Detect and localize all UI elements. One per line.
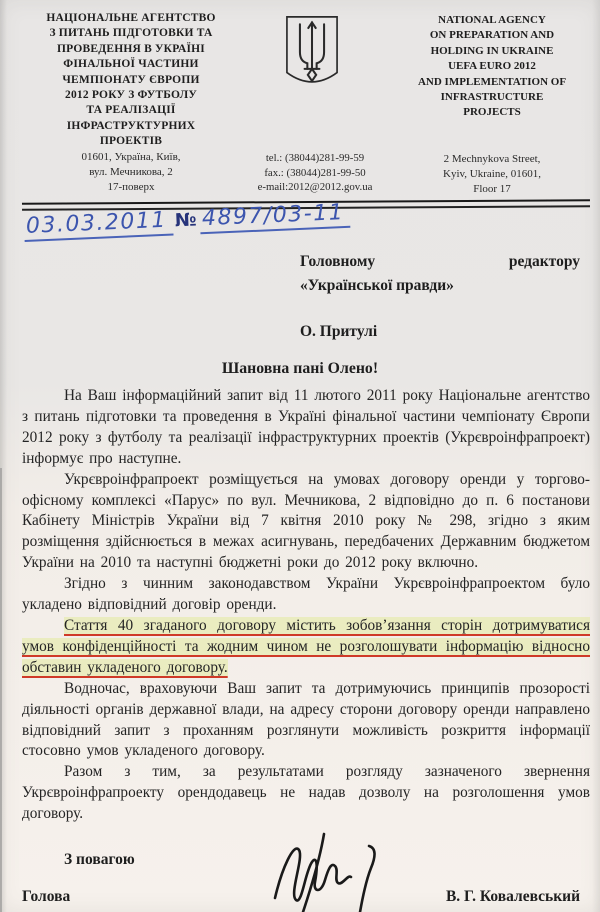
signature-ink-icon bbox=[272, 830, 408, 912]
email-line: e-mail:2012@2012.gov.ua bbox=[257, 181, 373, 194]
recipient-block bbox=[300, 250, 580, 344]
agency-name-line: 2012 РОКУ З ФУТБОЛУ bbox=[65, 89, 197, 102]
ukraine-trident-icon bbox=[284, 15, 340, 93]
body-paragraph-5: Водночас, враховуючи Ваш запит та дотримуючись принципів прозорості діяльності органів державної влади, на адресу сторони договору оренди направлено відповідний запит з проханням розглянути можливість розкриття інформації стосовно умов укладеного договору. bbox=[22, 679, 590, 760]
agency-name-line: ЧЕМПІОНАТУ ЄВРОПИ bbox=[62, 73, 200, 86]
agency-name-line: НАЦІОНАЛЬНЕ АГЕНТСТВО bbox=[46, 12, 216, 24]
agency-name-line: ПРОВЕДЕННЯ В УКРАЇНІ bbox=[57, 42, 205, 55]
agency-name-line: PROJECTS bbox=[463, 106, 521, 119]
agency-name-ukrainian bbox=[33, 11, 229, 150]
address-line: 17-поверх bbox=[107, 180, 155, 193]
address-line: Kyiv, Ukraine, 01601, bbox=[443, 167, 541, 180]
handwritten-date: 03.03.2011 bbox=[23, 208, 173, 242]
signer-title: Голова bbox=[22, 888, 71, 905]
agency-name-line: ПРОЕКТІВ bbox=[99, 135, 163, 148]
body-paragraph-2: Укрєвроінфрапроект розміщується на умовах договору оренди у торгово-офісному комплексі «Парус» по вул. Мечникова, 2 відповідно до п. 6 постанови Кабінету Міністрів України від 7 квітня 2010 року № 298, згідно з яким розміщення здійснюється в межах асигнувань, передбачених Державним бюджетом України на 2010 та наступні бюджетні роки до 2012 року включно. bbox=[22, 470, 590, 572]
scan-edge-artifact bbox=[0, 468, 2, 912]
fax-line: fax.: (38044)281-99-50 bbox=[264, 166, 366, 179]
agency-name-english bbox=[394, 13, 590, 121]
agency-name-line: ТА РЕАЛІЗАЦІЇ bbox=[86, 104, 176, 117]
body-paragraph-4-highlighted bbox=[22, 616, 590, 679]
agency-name-line: HOLDING IN UKRAINE bbox=[430, 44, 554, 57]
address-line: вул. Мечникова, 2 bbox=[89, 165, 173, 178]
highlighted-text: Стаття 40 згаданого договору містить зобов’язання сторін дотримуватися умов конфіденційності та жодним чином не розголошувати інформацію відносно обставин укладеного договору. bbox=[22, 616, 590, 676]
agency-name-line: AND IMPLEMENTATION OF bbox=[417, 75, 567, 88]
handwritten-number: 4897/03-11 bbox=[199, 200, 350, 235]
agency-name-line: UEFA EURO 2012 bbox=[448, 60, 536, 73]
tel-line: tel.: (38044)281-99-59 bbox=[265, 152, 365, 164]
letter-body bbox=[22, 386, 590, 825]
body-paragraph-6: Разом з тим, за результатами розгляду зазначеного звернення Укрєвроінфрапроекту орендодавець не надав дозволу на розголошення умов договору. bbox=[22, 763, 590, 823]
body-paragraph-1: На Ваш інформаційний запит від 11 лютого 2011 року Національне агентство з питань підготовки та проведення в Україні фінальної частини чемпіонату Європи 2012 року з футболу та реалізації інфраструктурних проектів (Укрєвроінфрапроект) інформує про наступне. bbox=[22, 387, 590, 467]
salutation: Шановна пані Олено! bbox=[221, 360, 379, 377]
body-paragraph-3: Згідно з чинним законодавством України Укрєвроінфрапроектом було укладено відповідний договір оренди. bbox=[22, 575, 590, 614]
address-line: 2 Mechnykova Street, bbox=[443, 153, 541, 165]
agency-name-line: INFRASTRUCTURE bbox=[440, 91, 544, 104]
closing-regards: З повагою bbox=[64, 851, 135, 868]
recipient-name: О. Притулі bbox=[300, 323, 378, 340]
agency-contacts bbox=[225, 151, 405, 195]
agency-name-line: ON PREPARATION AND bbox=[429, 29, 555, 42]
address-line: Floor 17 bbox=[473, 182, 511, 195]
agency-name-line: ІНФРАСТРУКТУРНИХ bbox=[66, 119, 196, 132]
agency-address-ukrainian bbox=[33, 150, 229, 194]
agency-name-line: ФІНАЛЬНОЇ ЧАСТИНИ bbox=[63, 58, 199, 71]
agency-name-line: З ПИТАНЬ ПІДГОТОВКИ ТА bbox=[49, 27, 213, 40]
address-line: 01601, Україна, Київ, bbox=[81, 151, 181, 163]
number-sign: № bbox=[174, 209, 199, 232]
agency-address-english bbox=[394, 152, 590, 196]
signer-name: В. Г. Ковалевський bbox=[445, 888, 580, 905]
agency-name-line: NATIONAL AGENCY bbox=[438, 14, 546, 26]
recipient-organization: «Української правди» bbox=[300, 277, 454, 294]
recipient-role: Головному редактору bbox=[300, 253, 580, 270]
